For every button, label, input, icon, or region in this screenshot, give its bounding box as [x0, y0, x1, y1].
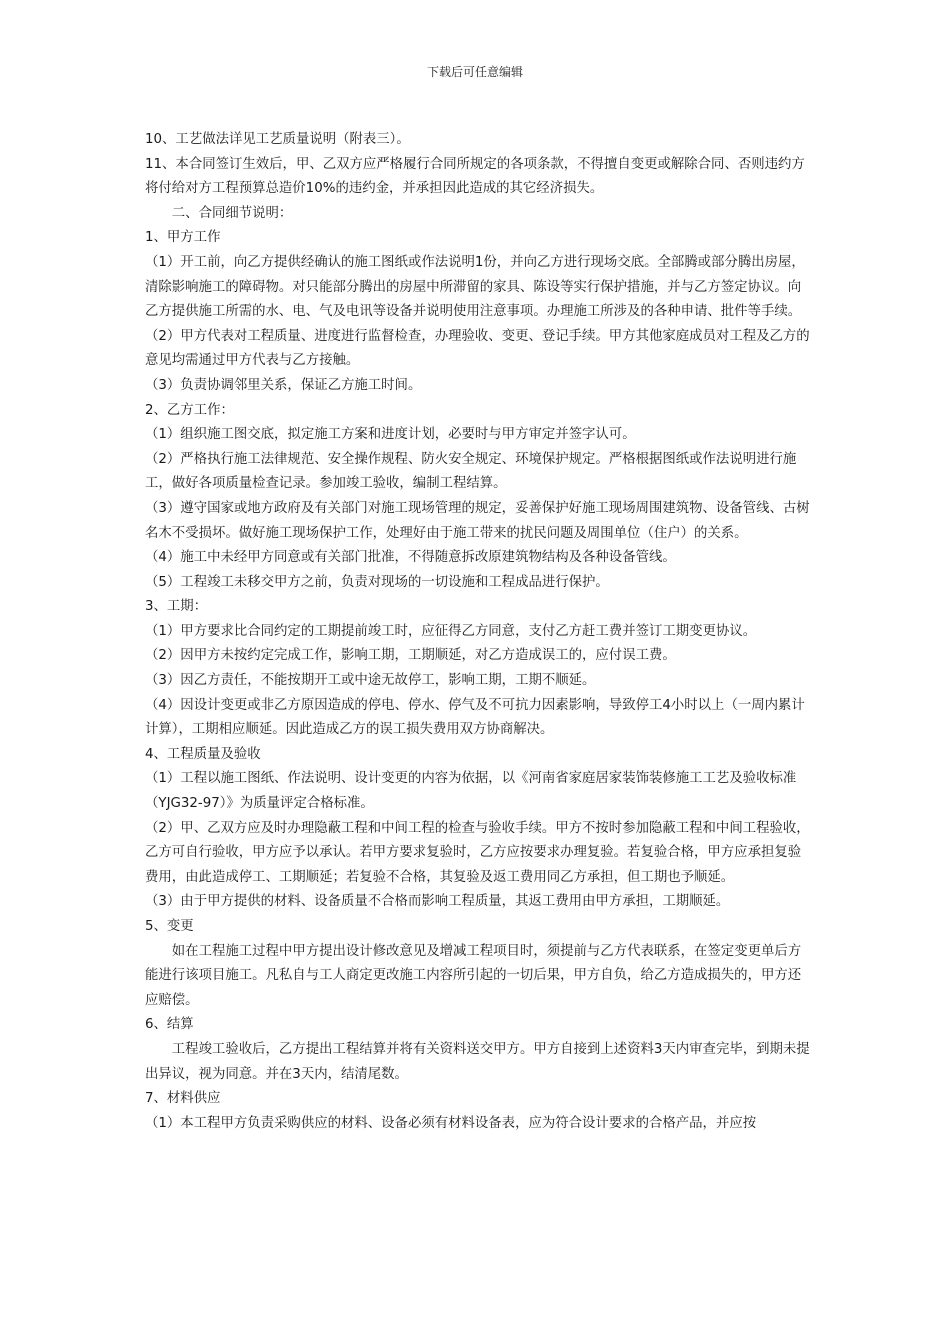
paragraph: 二、合同细节说明： — [171, 205, 293, 221]
paragraph: （4）施工中未经甲方同意或有关部门批准，不得随意拆改原建筑物结构及各种设备管线。 — [145, 550, 676, 566]
paragraph: 10、工艺做法详见工艺质量说明（附表三）。 — [145, 132, 410, 147]
paragraph: 1、甲方工作 — [145, 230, 221, 246]
paragraph: 如在工程施工过程中甲方提出设计修改意见及增减工程项目时，须提前与乙方代表联系，在签定变更单后方能进行该项目施工。凡私自与工人商定更改施工内容所引起的一切后果，甲方自负，给乙方造成损失的，甲方还应赔偿。 — [145, 943, 802, 1008]
paragraph: （3）由于甲方提供的材料、设备质量不合格而影响工程质量，其返工费用由甲方承担，工期顺延。 — [145, 894, 730, 910]
paragraph: 11、本合同签订生效后，甲、乙双方应严格履行合同所规定的各项条款，不得擅自变更或解除合同、否则违约方将付给对方工程预算总造价10%的违约金，并承担因此造成的其它经济损失。 — [145, 156, 805, 197]
paragraph: （1）组织施工图交底，拟定施工方案和进度计划，必要时与甲方审定并签字认可。 — [145, 427, 636, 443]
paragraph: （4）因设计变更或非乙方原因造成的停电、停水、停气及不可抗力因素影响，导致停工4小时以上（一周内累计计算），工期相应顺延。因此造成乙方的误工损失费用双方协商解决。 — [145, 697, 805, 738]
paragraph: 5、变更 — [145, 919, 194, 934]
document-body — [145, 128, 810, 1136]
paragraph: （5）工程竣工未移交甲方之前，负责对现场的一切设施和工程成品进行保护。 — [145, 574, 609, 590]
paragraph: 4、工程质量及验收 — [145, 746, 261, 762]
paragraph: 6、结算 — [145, 1017, 194, 1033]
paragraph: 7、材料供应 — [145, 1091, 221, 1107]
page-header: 下载后可任意编辑 — [426, 65, 523, 79]
paragraph: （2）因甲方未按约定完成工作，影响工期，工期顺延，对乙方造成误工的，应付误工费。 — [145, 648, 676, 664]
paragraph: （1）本工程甲方负责采购供应的材料、设备必须有材料设备表，应为符合设计要求的合格产品，并应按 — [145, 1115, 757, 1131]
paragraph: （1）开工前，向乙方提供经确认的施工图纸或作法说明1份，并向乙方进行现场交底。全部腾或部分腾出房屋，清除影响施工的障碍物。对只能部分腾出的房屋中所滞留的家具、陈设等实行保护措施，并与乙方签定协议。向乙方提供施工所需的水、电、气及电讯等设备并说明使用注意事项。办理施工所涉及的各种申请、批件等手续。 — [145, 254, 805, 320]
paragraph: 2、乙方工作： — [145, 402, 234, 418]
paragraph: （3）遵守国家或地方政府及有关部门对施工现场管理的规定，妥善保护好施工现场周围建筑物、设备管线、古树名木不受损坏。做好施工现场保护工作，处理好由于施工带来的扰民问题及周围单位（住户）的关系。 — [145, 500, 810, 541]
paragraph: （1）工程以施工图纸、作法说明、设计变更的内容为依据，以《河南省家庭居家装饰装修施工工艺及验收标准（YJG32-97）》为质量评定合格标准。 — [145, 771, 797, 812]
paragraph: （2）甲、乙双方应及时办理隐蔽工程和中间工程的检查与验收手续。甲方不按时参加隐蔽工程和中间工程验收，乙方可自行验收，甲方应予以承认。若甲方要求复验时，乙方应按要求办理复验。若复验合格，甲方应承担复验费用，由此造成停工、工期顺延；若复验不合格，其复验及返工费用同乙方承担，但工期也予顺延。 — [145, 820, 810, 885]
paragraph: 工程竣工验收后，乙方提出工程结算并将有关资料送交甲方。甲方自接到上述资料3天内审查完毕，到期未提出异议，视为同意。并在3天内，结清尾数。 — [145, 1041, 810, 1082]
paragraph: （1）甲方要求比合同约定的工期提前竣工时，应征得乙方同意，支付乙方赶工费并签订工期变更协议。 — [145, 623, 757, 639]
paragraph: （3）因乙方责任，不能按期开工或中途无故停工，影响工期，工期不顺延。 — [145, 673, 596, 689]
paragraph: （2）严格执行施工法律规范、安全操作规程、防火安全规定、环境保护规定。严格根据图纸或作法说明进行施工，做好各项质量检查记录。参加竣工验收，编制工程结算。 — [145, 451, 797, 492]
paragraph: （3）负责协调邻里关系，保证乙方施工时间。 — [145, 377, 422, 393]
paragraph: 3、工期： — [145, 599, 208, 615]
paragraph: （2）甲方代表对工程质量、进度进行监督检查，办理验收、变更、登记手续。甲方其他家庭成员对工程及乙方的意见均需通过甲方代表与乙方接触。 — [145, 328, 810, 369]
